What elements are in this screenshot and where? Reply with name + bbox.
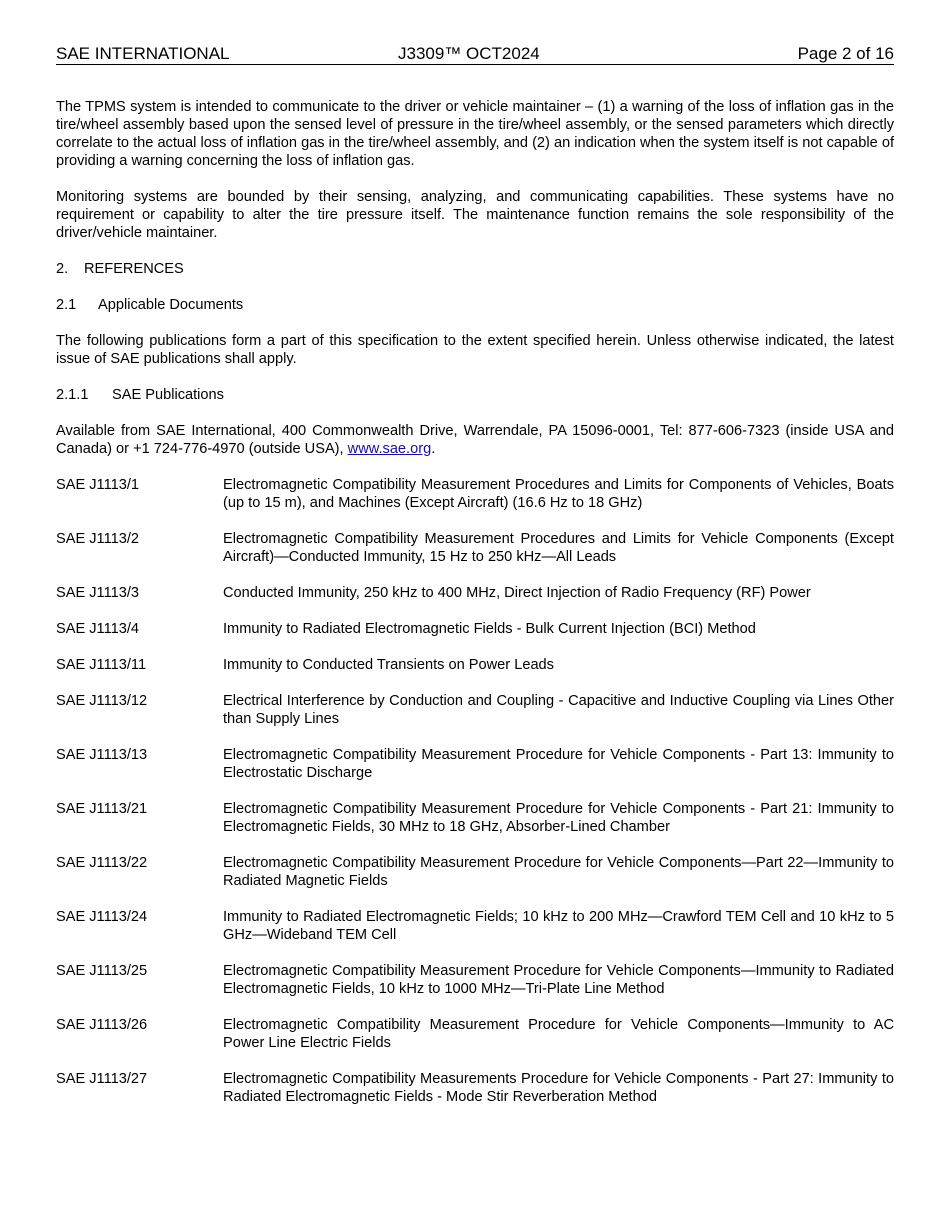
section-heading-sae-publications	[56, 386, 894, 404]
reference-item	[56, 800, 894, 836]
reference-title: Immunity to Radiated Electromagnetic Fields - Bulk Current Injection (BCI) Method	[223, 621, 756, 637]
reference-code: SAE J1113/21	[56, 801, 148, 817]
paragraph-sae-availability	[56, 422, 894, 458]
paragraph-tpms-purpose: The TPMS system is intended to communicate to the driver or vehicle maintainer – (1) a warning of the loss of inflation gas in the tire/wheel assembly based upon the sensed level of pressure in the tire/wheel assembly, or the sensed parameters which directly correlate to the actual loss of inflation gas in the tire/wheel assembly, and (2) an indication when the system itself is not capable of providing a warning concerning the loss of inflation gas.	[56, 99, 894, 169]
reference-title: Electromagnetic Compatibility Measurement Procedures and Limits for Components of Vehicles, Boats (up to 15 m), and Machines (Except Aircraft) (16.6 Hz to 18 GHz)	[223, 477, 894, 511]
reference-title: Immunity to Conducted Transients on Power Leads	[223, 657, 554, 673]
reference-item	[56, 908, 894, 944]
reference-item	[56, 476, 894, 512]
header-page-number: Page 2 of 16	[797, 44, 894, 63]
paragraph-monitoring-bounds: Monitoring systems are bounded by their sensing, analyzing, and communicating capabilities. These systems have no requirement or capability to alter the tire pressure itself. The maintenance function remains the sole responsibility of the driver/vehicle maintainer.	[56, 189, 894, 241]
reference-item	[56, 692, 894, 728]
reference-title: Electrical Interference by Conduction and Coupling - Capacitive and Inductive Coupling via Lines Other than Supply Lines	[223, 693, 894, 727]
reference-item	[56, 854, 894, 890]
reference-code: SAE J1113/12	[56, 693, 148, 709]
section-title: SAE Publications	[112, 387, 224, 403]
reference-title: Electromagnetic Compatibility Measurements Procedure for Vehicle Components - Part 27: Immunity to Radiated Electromagnetic Fields - Mode Stir Reverberation Method	[223, 1071, 894, 1105]
reference-title: Electromagnetic Compatibility Measurement Procedure for Vehicle Components - Part 13: Immunity to Electrostatic Discharge	[223, 747, 894, 781]
section-heading-applicable-documents	[56, 296, 894, 314]
reference-code: SAE J1113/2	[56, 531, 140, 547]
document-body	[56, 98, 894, 1124]
reference-code: SAE J1113/4	[56, 621, 140, 637]
reference-title: Electromagnetic Compatibility Measurement Procedures and Limits for Vehicle Components (Except Aircraft)—Conducted Immunity, 15 Hz to 250 kHz—All Leads	[223, 531, 894, 565]
reference-code: SAE J1113/24	[56, 909, 148, 925]
section-number: 2.	[56, 261, 69, 277]
reference-title: Electromagnetic Compatibility Measurement Procedure for Vehicle Components—Immunity to Radiated Electromagnetic Fields, 10 kHz to 1000 MHz—Tri-Plate Line Method	[223, 963, 894, 997]
reference-code: SAE J1113/3	[56, 585, 140, 601]
sae-website-link[interactable]: www.sae.org	[347, 441, 432, 457]
header-organization: SAE INTERNATIONAL	[56, 44, 230, 63]
reference-code: SAE J1113/26	[56, 1017, 148, 1033]
section-title: Applicable Documents	[98, 297, 244, 313]
section-number: 2.1.1	[56, 387, 89, 403]
reference-code: SAE J1113/22	[56, 855, 148, 871]
reference-code: SAE J1113/11	[56, 657, 147, 673]
paragraph-applicable-documents: The following publications form a part of this specification to the extent specified herein. Unless otherwise indicated, the latest issue of SAE publications shall apply.	[56, 333, 894, 367]
reference-item	[56, 620, 894, 638]
reference-title: Electromagnetic Compatibility Measurement Procedure for Vehicle Components—Immunity to AC Power Line Electric Fields	[223, 1017, 894, 1051]
reference-item	[56, 962, 894, 998]
reference-item	[56, 656, 894, 674]
section-title: REFERENCES	[84, 261, 184, 277]
reference-code: SAE J1113/1	[56, 477, 140, 493]
header-document-id: J3309™ OCT2024	[398, 44, 540, 63]
section-number: 2.1	[56, 297, 77, 313]
reference-code: SAE J1113/25	[56, 963, 148, 979]
reference-item	[56, 1070, 894, 1106]
page-header	[56, 44, 894, 65]
reference-item	[56, 584, 894, 602]
reference-title: Electromagnetic Compatibility Measurement Procedure for Vehicle Components—Part 22—Immunity to Radiated Magnetic Fields	[223, 855, 894, 889]
availability-text-end: .	[431, 441, 436, 457]
reference-title: Electromagnetic Compatibility Measurement Procedure for Vehicle Components - Part 21: Immunity to Electromagnetic Fields, 30 MHz to 18 GHz, Absorber-Lined Chamber	[223, 801, 894, 835]
availability-text: Available from SAE International, 400 Commonwealth Drive, Warrendale, PA 15096-0001, Tel: 877-606-7323 (inside USA and Canada) or +1 724-776-4970 (outside USA),	[56, 423, 894, 457]
reference-title: Conducted Immunity, 250 kHz to 400 MHz, Direct Injection of Radio Frequency (RF) Power	[223, 585, 811, 601]
reference-list	[56, 476, 894, 1106]
reference-item	[56, 530, 894, 566]
reference-code: SAE J1113/27	[56, 1071, 148, 1087]
reference-code: SAE J1113/13	[56, 747, 148, 763]
section-heading-references	[56, 260, 894, 278]
reference-item	[56, 746, 894, 782]
reference-item	[56, 1016, 894, 1052]
reference-title: Immunity to Radiated Electromagnetic Fields; 10 kHz to 200 MHz—Crawford TEM Cell and 10 kHz to 5 GHz—Wideband TEM Cell	[223, 909, 894, 943]
